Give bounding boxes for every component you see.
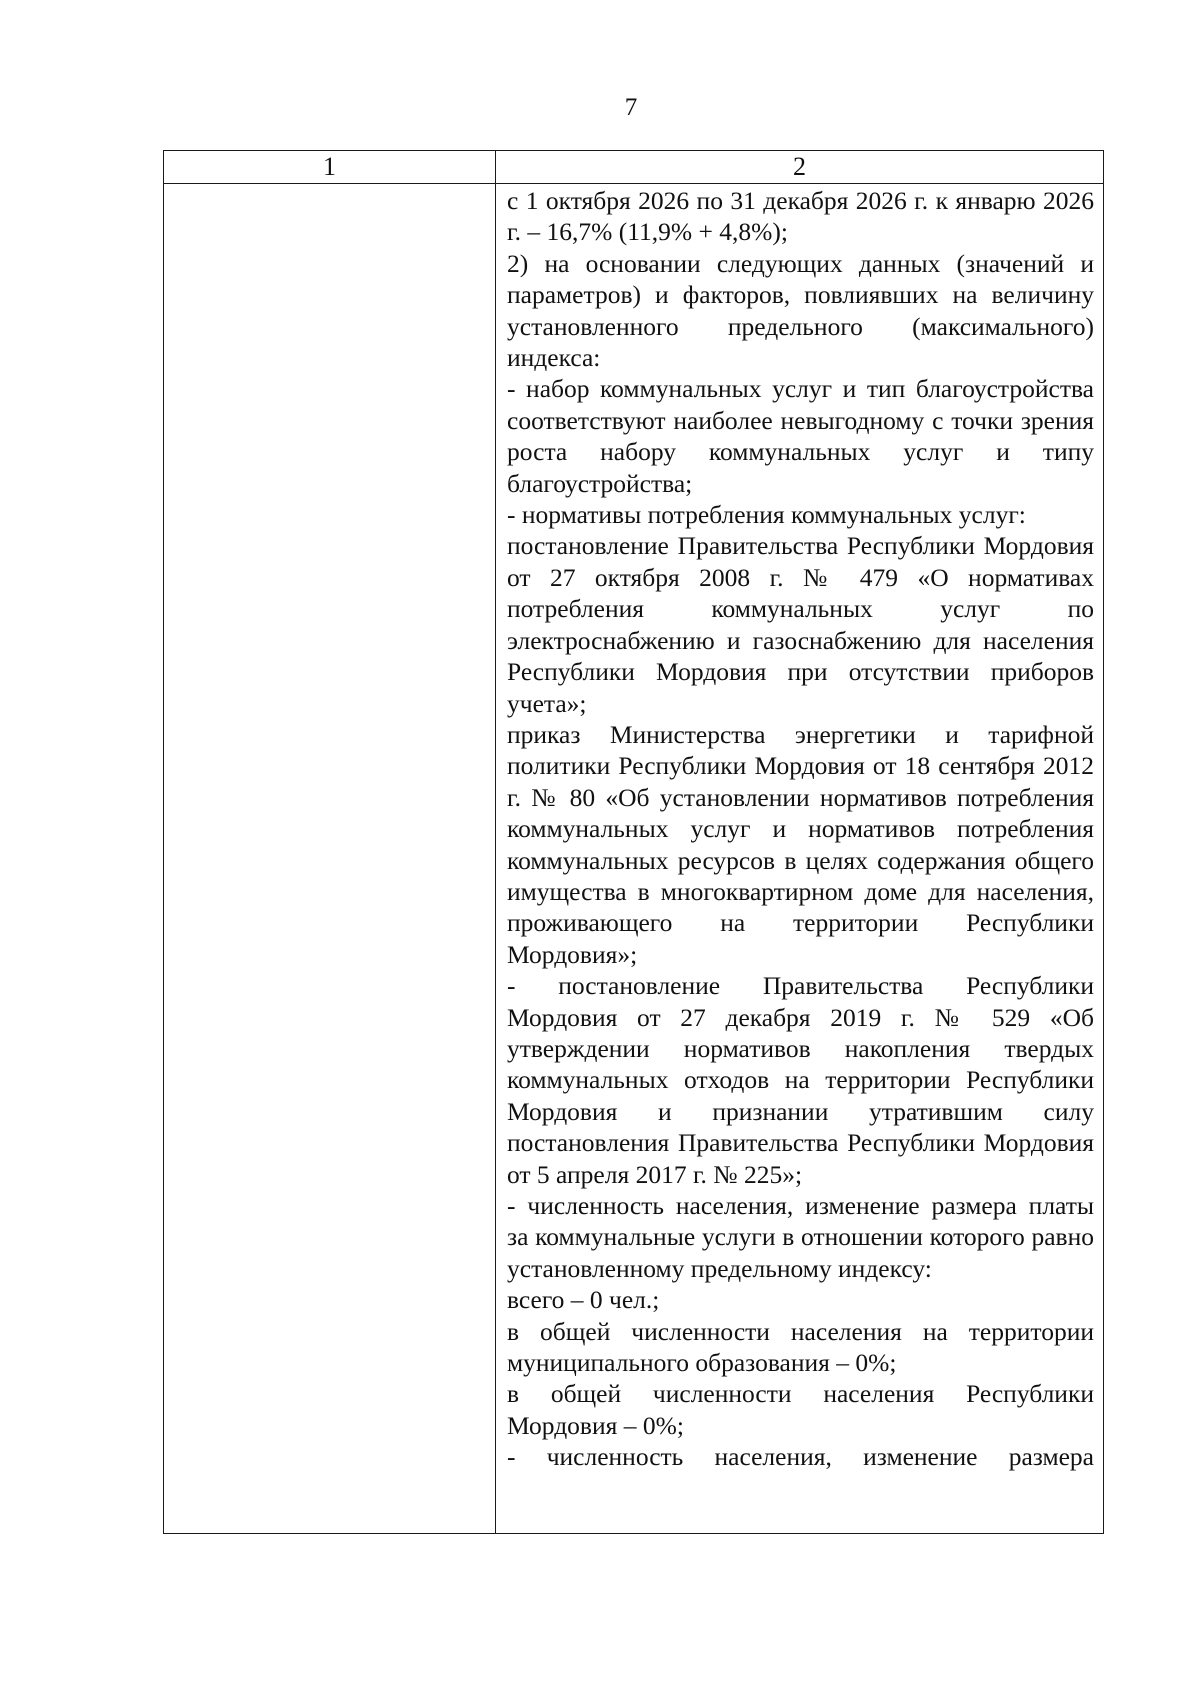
paragraph-services-set: - набор коммунальных услуг и тип благоустройства соответствуют наиболее невыгодному с точки зрения роста набору коммунальных услуг и типу благоустройства; <box>507 374 1094 498</box>
paragraph-population-total: всего – 0 чел.; <box>507 1285 660 1315</box>
table-cell-column-2 <box>507 185 1094 1473</box>
paragraph-population-intro: - численность населения, изменение размера платы за коммунальные услуги в отношении которого равно установленному предельному индексу: <box>507 1191 1094 1283</box>
document-table <box>163 150 1104 1534</box>
paragraph-population-municipal: в общей численности населения на территории муниципального образования – 0%; <box>507 1316 1094 1378</box>
paragraph-resolution-529: - постановление Правительства Республики Мордовия от 27 декабря 2019 г. № 529 «Об утверждении нормативов накопления твердых коммунальных отходов на территории Республики Мордовия и признании утратившим силу постановления Правительства Республики Мордовия от 5 апреля 2017 г. № 225»; <box>507 971 1094 1189</box>
table-cell-column-1 <box>164 184 495 1533</box>
table-header-row <box>164 151 1103 184</box>
column-header-2: 2 <box>793 152 806 181</box>
page-number: 7 <box>624 94 638 121</box>
paragraph-consumption-norms: - нормативы потребления коммунальных услуг: <box>507 500 1026 530</box>
paragraph-population-republic: в общей численности населения Республики Мордовия – 0%; <box>507 1379 1094 1440</box>
paragraph-resolution-479: постановление Правительства Республики Мордовия от 27 октября 2008 г. № 479 «О нормативах потребления коммунальных услуг по электроснабжению и газоснабжению для населения Республики Мордовия при отсутствии приборов учета»; <box>507 531 1094 718</box>
paragraph-period-index: с 1 октября 2026 по 31 декабря 2026 г. к январю 2026 г. – 16,7% (11,9% + 4,8%); <box>507 186 1094 247</box>
paragraph-order-80: приказ Министерства энергетики и тарифной политики Республики Мордовия от 18 сентября 2012 г. № 80 «Об установлении нормативов потребления коммунальных услуг и нормативов потребления коммунальных ресурсов в целях содержания общего имущества в многоквартирном доме для населения, проживающего на территории Республики Мордовия»; <box>507 719 1094 969</box>
column-divider <box>495 151 496 1533</box>
column-header-1: 1 <box>323 152 336 181</box>
paragraph-trailing-line: - численность населения, изменение размера <box>507 1442 1094 1472</box>
paragraph-factors-intro: 2) на основании следующих данных (значений и параметров) и факторов, повлиявших на величину установленного предельного (максимального) индекса: <box>507 248 1094 373</box>
